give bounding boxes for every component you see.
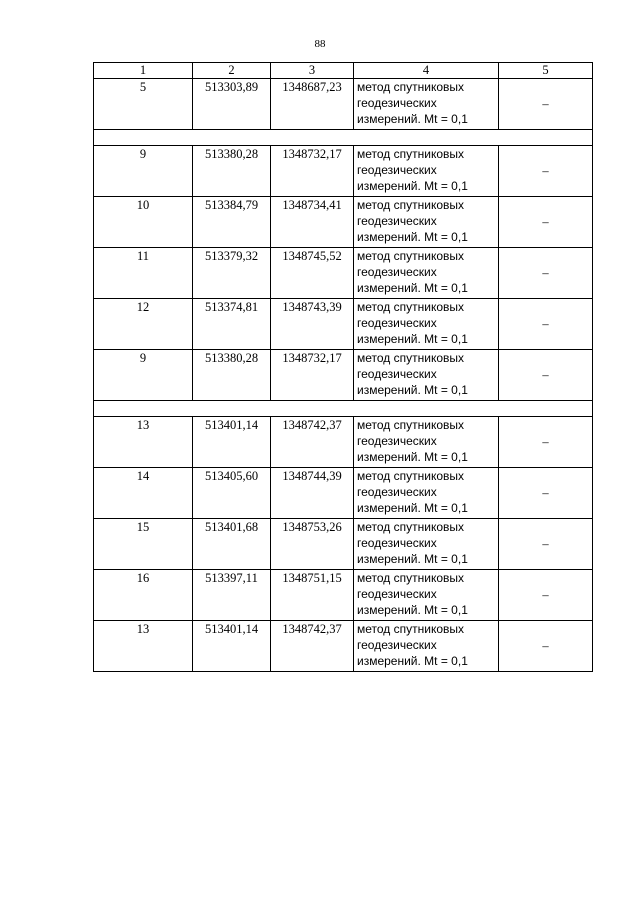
y-coordinate-cell: 1348742,37 [271, 621, 354, 672]
y-coordinate-cell: 1348732,17 [271, 146, 354, 197]
method-cell [354, 417, 499, 468]
separator-row [94, 130, 593, 146]
table-row [94, 468, 593, 519]
note-cell: – [499, 79, 593, 130]
x-coordinate-cell: 513401,14 [193, 621, 271, 672]
x-coordinate-cell: 513401,14 [193, 417, 271, 468]
coordinates-table-body [94, 63, 593, 672]
note-cell: – [499, 146, 593, 197]
method-cell [354, 468, 499, 519]
point-number-cell: 15 [94, 519, 193, 570]
note-cell: – [499, 417, 593, 468]
y-coordinate-cell: 1348745,52 [271, 248, 354, 299]
header-col-5: 5 [499, 63, 593, 79]
method-cell [354, 621, 499, 672]
method-cell [354, 299, 499, 350]
method-line: метод спутниковых [357, 80, 465, 94]
point-number-cell: 9 [94, 350, 193, 401]
table-row [94, 197, 593, 248]
method-line: измерений. Mt = 0,1 [357, 281, 468, 295]
method-line: геодезических [357, 96, 437, 110]
x-coordinate-cell: 513401,68 [193, 519, 271, 570]
method-line: геодезических [357, 536, 437, 550]
table-row [94, 570, 593, 621]
x-coordinate-cell: 513397,11 [193, 570, 271, 621]
x-coordinate-cell: 513380,28 [193, 350, 271, 401]
table-row [94, 248, 593, 299]
method-line: геодезических [357, 265, 437, 279]
y-coordinate-cell: 1348744,39 [271, 468, 354, 519]
method-cell [354, 570, 499, 621]
y-coordinate-cell: 1348732,17 [271, 350, 354, 401]
note-cell: – [499, 299, 593, 350]
note-cell: – [499, 248, 593, 299]
table-row [94, 146, 593, 197]
method-line: измерений. Mt = 0,1 [357, 552, 468, 566]
x-coordinate-cell: 513379,32 [193, 248, 271, 299]
method-line: метод спутниковых [357, 351, 465, 365]
method-cell [354, 197, 499, 248]
method-line: метод спутниковых [357, 418, 465, 432]
method-line: геодезических [357, 485, 437, 499]
x-coordinate-cell: 513303,89 [193, 79, 271, 130]
note-cell: – [499, 350, 593, 401]
note-cell: – [499, 570, 593, 621]
method-line: измерений. Mt = 0,1 [357, 112, 468, 126]
table-header-row [94, 63, 593, 79]
method-line: измерений. Mt = 0,1 [357, 654, 468, 668]
method-line: измерений. Mt = 0,1 [357, 383, 468, 397]
method-line: измерений. Mt = 0,1 [357, 332, 468, 346]
y-coordinate-cell: 1348734,41 [271, 197, 354, 248]
point-number-cell: 13 [94, 417, 193, 468]
point-number-cell: 10 [94, 197, 193, 248]
separator-cell [94, 130, 593, 146]
method-line: геодезических [357, 367, 437, 381]
page-number: 88 [314, 38, 326, 50]
y-coordinate-cell: 1348687,23 [271, 79, 354, 130]
method-line: метод спутниковых [357, 571, 465, 585]
header-col-2: 2 [193, 63, 271, 79]
coordinates-table [93, 62, 593, 672]
table-row [94, 417, 593, 468]
y-coordinate-cell: 1348742,37 [271, 417, 354, 468]
separator-row [94, 401, 593, 417]
point-number-cell: 16 [94, 570, 193, 621]
x-coordinate-cell: 513384,79 [193, 197, 271, 248]
method-line: измерений. Mt = 0,1 [357, 450, 468, 464]
method-line: геодезических [357, 214, 437, 228]
method-cell [354, 519, 499, 570]
method-line: метод спутниковых [357, 520, 465, 534]
method-cell [354, 79, 499, 130]
point-number-cell: 14 [94, 468, 193, 519]
note-cell: – [499, 468, 593, 519]
table-row [94, 79, 593, 130]
method-line: метод спутниковых [357, 622, 465, 636]
method-line: измерений. Mt = 0,1 [357, 603, 468, 617]
method-line: геодезических [357, 316, 437, 330]
point-number-cell: 12 [94, 299, 193, 350]
method-line: геодезических [357, 587, 437, 601]
point-number-cell: 9 [94, 146, 193, 197]
y-coordinate-cell: 1348743,39 [271, 299, 354, 350]
method-cell [354, 350, 499, 401]
method-line: измерений. Mt = 0,1 [357, 230, 468, 244]
y-coordinate-cell: 1348753,26 [271, 519, 354, 570]
method-line: метод спутниковых [357, 300, 465, 314]
point-number-cell: 11 [94, 248, 193, 299]
header-col-3: 3 [271, 63, 354, 79]
x-coordinate-cell: 513380,28 [193, 146, 271, 197]
method-line: геодезических [357, 434, 437, 448]
point-number-cell: 5 [94, 79, 193, 130]
method-line: метод спутниковых [357, 249, 465, 263]
method-line: метод спутниковых [357, 198, 465, 212]
note-cell: – [499, 519, 593, 570]
method-cell [354, 146, 499, 197]
method-line: измерений. Mt = 0,1 [357, 179, 468, 193]
point-number-cell: 13 [94, 621, 193, 672]
header-col-1: 1 [94, 63, 193, 79]
separator-cell [94, 401, 593, 417]
x-coordinate-cell: 513374,81 [193, 299, 271, 350]
header-col-4: 4 [354, 63, 499, 79]
method-cell [354, 248, 499, 299]
method-line: геодезических [357, 638, 437, 652]
note-cell: – [499, 197, 593, 248]
x-coordinate-cell: 513405,60 [193, 468, 271, 519]
method-line: метод спутниковых [357, 469, 465, 483]
table-row [94, 350, 593, 401]
method-line: геодезических [357, 163, 437, 177]
method-line: метод спутниковых [357, 147, 465, 161]
table-row [94, 299, 593, 350]
method-line: измерений. Mt = 0,1 [357, 501, 468, 515]
y-coordinate-cell: 1348751,15 [271, 570, 354, 621]
table-row [94, 519, 593, 570]
table-row [94, 621, 593, 672]
note-cell: – [499, 621, 593, 672]
